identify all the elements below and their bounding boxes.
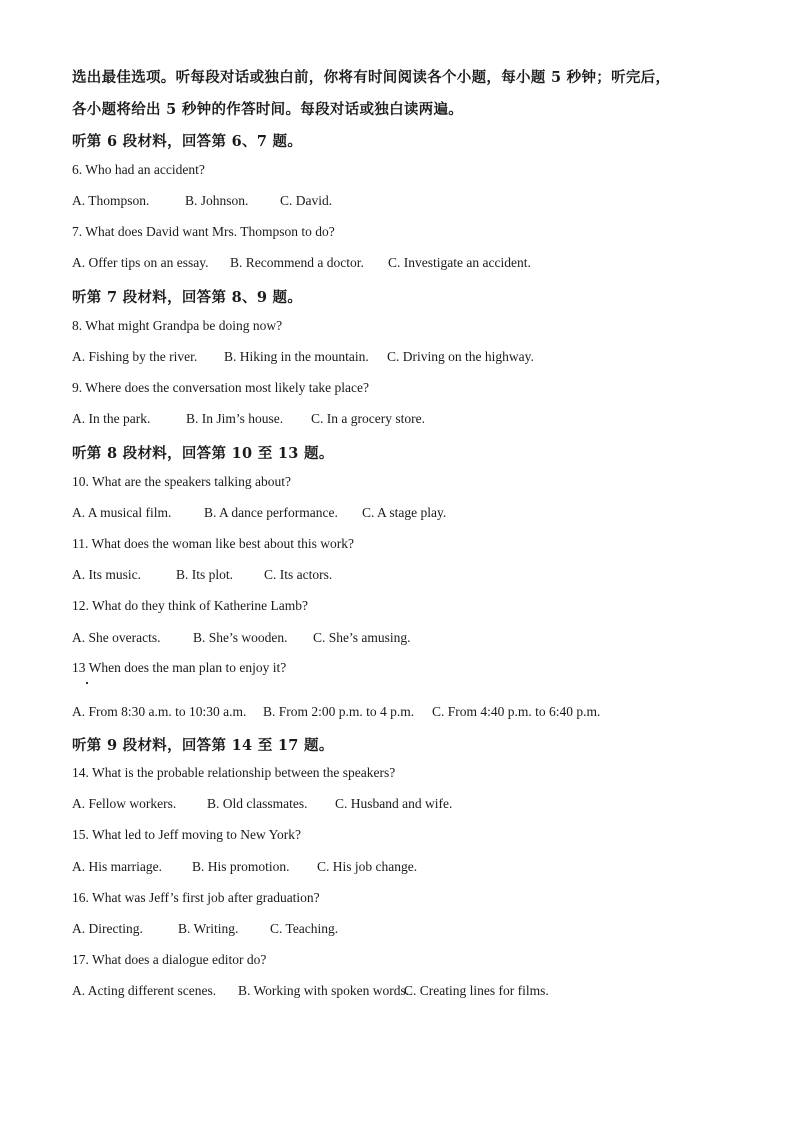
question-text: 10. What are the speakers talking about?	[72, 474, 292, 489]
question-text: 9. Where does the conversation most likely take place?	[72, 380, 370, 395]
option-c: C. From 4:40 p.m. to 6:40 p.m.	[432, 704, 601, 719]
answer-options	[72, 255, 531, 271]
option-a: A. From 8:30 a.m. to 10:30 a.m.	[72, 704, 247, 719]
answer-options	[72, 505, 446, 521]
option-a: A. In the park.	[72, 411, 151, 426]
answer-options	[72, 796, 452, 812]
option-c: C. Teaching.	[270, 921, 339, 936]
answer-options	[72, 859, 417, 875]
option-b: B. A dance performance.	[204, 505, 338, 520]
option-b: B. She’s wooden.	[193, 630, 288, 645]
option-a: A. Fellow workers.	[72, 796, 177, 811]
option-b: B. In Jim’s house.	[186, 411, 284, 426]
option-a: A. Thompson.	[72, 193, 150, 208]
question-text: 11. What does the woman like best about this work?	[72, 536, 354, 551]
option-b: B. Hiking in the mountain.	[224, 349, 369, 364]
option-c: C. Investigate an accident.	[388, 255, 531, 270]
answer-options	[72, 704, 600, 720]
answer-options	[72, 349, 534, 365]
option-b: B. Writing.	[178, 921, 239, 936]
option-c: C. Its actors.	[264, 567, 333, 582]
option-c: C. Husband and wife.	[335, 796, 453, 811]
option-a: A. Acting different scenes.	[72, 983, 217, 998]
option-b: B. Working with spoken words.	[238, 983, 410, 998]
option-a: A. A musical film.	[72, 505, 172, 520]
answer-options	[72, 567, 332, 583]
option-b: B. Recommend a doctor.	[230, 255, 364, 270]
option-b: B. Johnson.	[185, 193, 249, 208]
option-a: A. Offer tips on an essay.	[72, 255, 209, 270]
answer-options	[72, 411, 425, 427]
option-c: C. Driving on the highway.	[387, 349, 534, 364]
section-heading: 听第 6 段材料，回答第 6、7 题。	[72, 133, 303, 150]
question-text: 17. What does a dialogue editor do?	[72, 952, 267, 967]
section-heading: 听第 9 段材料，回答第 14 至 17 题。	[72, 737, 334, 754]
answer-options	[72, 983, 549, 999]
option-c: C. His job change.	[317, 859, 418, 874]
answer-options	[72, 630, 411, 646]
option-a: A. His marriage.	[72, 859, 162, 874]
option-b: B. Its plot.	[176, 567, 234, 582]
option-c: C. In a grocery store.	[311, 411, 425, 426]
option-a: A. Its music.	[72, 567, 141, 582]
question-text: 14. What is the probable relationship between the speakers?	[72, 765, 396, 780]
answer-options	[72, 193, 332, 209]
option-b: B. His promotion.	[192, 859, 290, 874]
answer-options	[72, 921, 338, 937]
question-text: 12. What do they think of Katherine Lamb?	[72, 598, 308, 613]
option-a: A. She overacts.	[72, 630, 161, 645]
question-text: 16. What was Jeff’s first job after graduation?	[72, 890, 320, 905]
question-text: 8. What might Grandpa be doing now?	[72, 318, 283, 333]
question-text: 15. What led to Jeff moving to New York?	[72, 827, 301, 842]
option-b: B. Old classmates.	[207, 796, 308, 811]
option-c: C. She’s amusing.	[313, 630, 411, 645]
question-text: 6. Who had an accident?	[72, 162, 205, 177]
intro-line-1: 选出最佳选项。听每段对话或独白前，你将有时间阅读各个小题，每小题 5 秒钟；听完后，	[72, 69, 671, 86]
stray-mark	[86, 682, 88, 684]
option-c: C. David.	[280, 193, 333, 208]
intro-line-2: 各小题将给出 5 秒钟的作答时间。每段对话或独白读两遍。	[72, 101, 464, 118]
question-text: 7. What does David want Mrs. Thompson to do?	[72, 224, 335, 239]
option-c: C. A stage play.	[362, 505, 447, 520]
option-a: A. Directing.	[72, 921, 143, 936]
option-a: A. Fishing by the river.	[72, 349, 198, 364]
option-c: C. Creating lines for films.	[404, 983, 549, 998]
option-b: B. From 2:00 p.m. to 4 p.m.	[263, 704, 415, 719]
section-heading: 听第 8 段材料，回答第 10 至 13 题。	[72, 445, 334, 462]
question-text: 13 When does the man plan to enjoy it?	[72, 660, 287, 675]
section-heading: 听第 7 段材料，回答第 8、9 题。	[72, 289, 303, 306]
